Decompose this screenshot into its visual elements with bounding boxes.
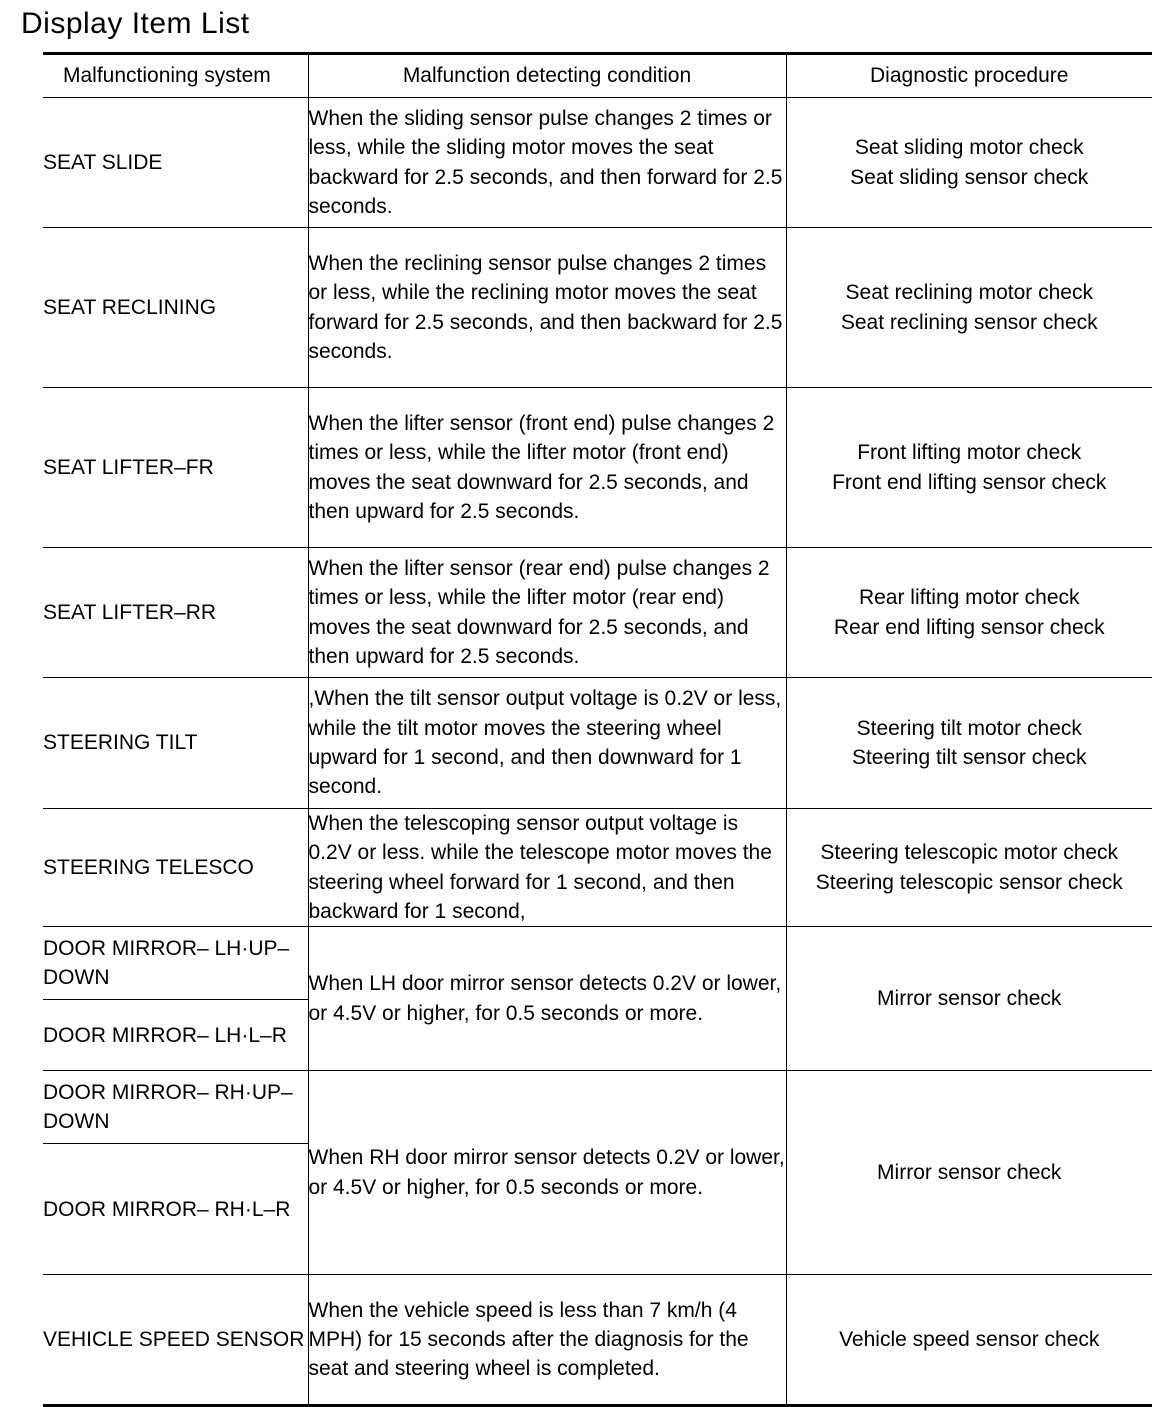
procedure-line: Seat sliding motor check xyxy=(787,133,1152,162)
header-diagnostic-procedure: Diagnostic procedure xyxy=(786,54,1152,98)
system-cell: SEAT LIFTER–FR xyxy=(43,388,308,548)
condition-cell: When the telescoping sensor output voltage is 0.2V or less. while the telescope motor moves the steering wheel forward for 1 second, and then backward for 1 second, xyxy=(308,809,786,927)
system-cell: VEHICLE SPEED SENSOR xyxy=(43,1275,308,1406)
table-row xyxy=(43,228,1152,388)
procedure-cell xyxy=(786,809,1152,927)
procedure-line: Front end lifting sensor check xyxy=(787,468,1152,497)
table-header-row xyxy=(43,54,1152,98)
condition-cell: When the lifter sensor (front end) pulse changes 2 times or less, while the lifter motor (front end) moves the seat downward for 2.5 seconds, and then upward for 2.5 seconds. xyxy=(308,388,786,548)
table-row xyxy=(43,809,1152,927)
table-row xyxy=(43,927,1152,1000)
condition-cell: When the vehicle speed is less than 7 km/h (4 MPH) for 15 seconds after the diagnosis for the seat and steering wheel is completed. xyxy=(308,1275,786,1406)
condition-cell: When LH door mirror sensor detects 0.2V or lower, or 4.5V or higher, for 0.5 seconds or more. xyxy=(308,927,786,1071)
system-cell: SEAT LIFTER–RR xyxy=(43,548,308,678)
procedure-line: Steering telescopic motor check xyxy=(787,838,1152,867)
system-cell: DOOR MIRROR– RH·UP–DOWN xyxy=(43,1071,308,1144)
system-cell: DOOR MIRROR– LH·L–R xyxy=(43,1000,308,1071)
procedure-cell xyxy=(786,98,1152,228)
procedure-line: Steering tilt motor check xyxy=(787,714,1152,743)
display-item-table xyxy=(43,52,1152,1407)
procedure-cell: Mirror sensor check xyxy=(786,1071,1152,1275)
procedure-cell xyxy=(786,228,1152,388)
procedure-line: Front lifting motor check xyxy=(787,438,1152,467)
system-cell: STEERING TILT xyxy=(43,678,308,809)
system-cell: SEAT RECLINING xyxy=(43,228,308,388)
procedure-line: Seat reclining motor check xyxy=(787,278,1152,307)
system-cell: SEAT SLIDE xyxy=(43,98,308,228)
procedure-cell xyxy=(786,388,1152,548)
procedure-cell: Vehicle speed sensor check xyxy=(786,1275,1152,1406)
procedure-line: Steering tilt sensor check xyxy=(787,743,1152,772)
table-row xyxy=(43,1275,1152,1406)
system-cell: STEERING TELESCO xyxy=(43,809,308,927)
condition-cell: When the reclining sensor pulse changes 2 times or less, while the reclining motor moves the seat forward for 2.5 seconds, and then backward for 2.5 seconds. xyxy=(308,228,786,388)
table-row xyxy=(43,388,1152,548)
table-row xyxy=(43,678,1152,809)
condition-cell: When the lifter sensor (rear end) pulse changes 2 times or less, while the lifter motor (rear end) moves the seat downward for 2.5 seconds, and then upward for 2.5 seconds. xyxy=(308,548,786,678)
table-row xyxy=(43,1071,1152,1144)
procedure-cell: Mirror sensor check xyxy=(786,927,1152,1071)
header-detecting-condition: Malfunction detecting condition xyxy=(308,54,786,98)
system-cell: DOOR MIRROR– RH·L–R xyxy=(43,1144,308,1275)
procedure-line: Rear lifting motor check xyxy=(787,583,1152,612)
procedure-line: Steering telescopic sensor check xyxy=(787,868,1152,897)
table-row xyxy=(43,548,1152,678)
page-title: Display Item List xyxy=(21,6,250,42)
procedure-cell xyxy=(786,678,1152,809)
procedure-line: Seat sliding sensor check xyxy=(787,163,1152,192)
procedure-line: Rear end lifting sensor check xyxy=(787,613,1152,642)
header-malfunctioning-system: Malfunctioning system xyxy=(43,54,308,98)
procedure-cell xyxy=(786,548,1152,678)
procedure-line: Seat reclining sensor check xyxy=(787,308,1152,337)
system-cell: DOOR MIRROR– LH·UP–DOWN xyxy=(43,927,308,1000)
table-row xyxy=(43,98,1152,228)
condition-cell: ,When the tilt sensor output voltage is 0.2V or less, while the tilt motor moves the steering wheel upward for 1 second, and then downward for 1 second. xyxy=(308,678,786,809)
condition-cell: When RH door mirror sensor detects 0.2V or lower, or 4.5V or higher, for 0.5 seconds or more. xyxy=(308,1071,786,1275)
condition-cell: When the sliding sensor pulse changes 2 times or less, while the sliding motor moves the seat backward for 2.5 seconds, and then forward for 2.5 seconds. xyxy=(308,98,786,228)
